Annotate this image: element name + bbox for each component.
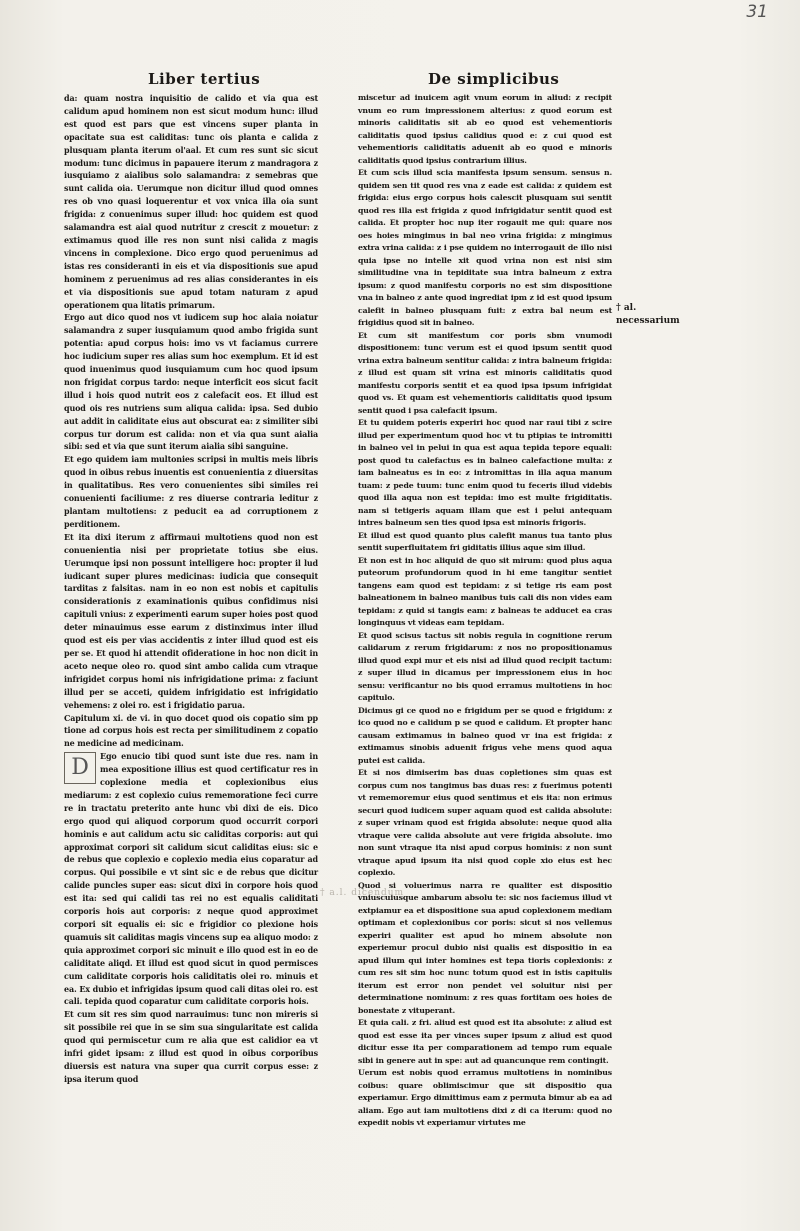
running-head-left: Liber tertius: [148, 70, 261, 88]
paragraph: Et non est in hoc aliquid de quo sit mirum: quod plus aqua puteorum profundorum quod in hi eme tangitur sentiet tangens eam quod est tepidam: z si tetige ris eam post balneationem in balneo manibus tuis cali dis non vides eam tepidam: z quid si tangis eam: z balneas te adducet ea cras longinquus vt videas eam tepidam.: [358, 555, 612, 627]
paragraph: Quod si voluerimus narra re qualiter est dispositio vniuscuiusque ambarum absolu te: sic nos faciemus illud vt extpiamur ea et dispositione sua apud coplexionem mediam optimam et coplexionibus cor poris: sicut si nos vellemus experiri qualiter est apud ho minem absolute non experiemur procul dubio nisi qualis est dispositio in ea apud illum qui inter homines est tepa tioris coplexionis: z cum res sit sim hoc nunc totum quod est in istis capitulis iterum est error non pendet vel soluitur nisi per determinatione nominum: z res quas fortitam oes hoies de bonestate z vituperant.: [358, 880, 612, 1015]
text-column-left: [64, 92, 318, 1086]
paragraph: Et cum sit manifestum cor poris sbm vnumodi dispositionem: tunc verum est ei quod ipsum sentit quod vrina extra balneum sentitur calida: z intra balneum frigida: z illud est quam sit vrina est minoris caliditatis quod manifestu corporis sentit et ea quod ipsa ipsum infrigidat quod vs. Et quam est vehementioris caliditatis quod ipsum sentit quod i psa calefacit ipsum.: [358, 330, 612, 415]
marginal-note: † al. necessarium: [616, 303, 680, 326]
chapter-heading: Capitulum xi. de vi. in quo docet quod ois copatio sim pp tione ad corpus hois est recta per similitudinem z copatio ne medicine ad medicinam.: [64, 712, 318, 749]
paragraph: Dicimus gi ce quod no e frigidum per se quod e frigidum: z ico quod no e calidum p se quod e calidum. Et propter hanc causam extimamus in balneo quod vr ina est frigida: z extimamus sinobis aduenit frigus vehe mens quod aqua putei est calida.: [358, 705, 612, 765]
initial-letter-box: D: [64, 752, 96, 784]
paragraph: Et si nos dimiserim bas duas copletiones sim quas est corpus cum nos tangimus bas duas res: z fuerimus potenti vt rememoremur eius quod sentimus et eis ita: non erimus securi quod iudicem super aquam quod est calida absolute: z super vrinam quod est frigida absolute: neque quod alia vtraque vere calida absolute aut vere frigida absolute. imo non sunt vtraque ita nisi apud corpus hominis: z non sunt vtraque apud ipsum ita nisi quod cople xio eius est hec coplexio.: [358, 768, 612, 877]
paragraph: miscetur ad inuicem agit vnum eorum in aliud: z recipit vnum eo rum impressionem alterius: z quod eorum est minoris caliditatis sit ab eo quod est vehementioris caliditatis quod ipsius calidius quod e: z cui quod est vehementioris caliditatis aduenit ab eo quod e minoris caliditatis quod ipsius contrarium illius.: [358, 93, 612, 165]
paragraph: Ergo aut dico quod nos vt iudicem sup hoc alaia noiatur salamandra z super iusquiamum quod ambo frigida sunt potentia: apud corpus hois: imo vs vt faciamus currere hoc iudicium super res alias sum hoc exemplum. Et id est quod inuenimus quod iusquiamum cum hoc quod ipsum non frigidat corpus tardo: neque interficit eos sicut facit illud i hois quod nutrit eos z calefacit eos. Et illud est quod ois res nutriens sum aliqua calida: ipsa. Sed dubio aut addit in caliditate eius aut obscurat ea: z similiter sibi corpus tur dorum est calida: non et via qua sunt aialia sibi: sed et via que sunt iterum aialia sibi sanguine.: [64, 312, 318, 452]
faint-marginal-note: † a.l. dicendum: [320, 888, 405, 898]
paragraph: da: quam nostra inquisitio de calido et via qua est calidum apud hominem non est sicut modum hunc: illud est quod est pars que est vincens super planta in opacitate sua est caliditas: tunc ois planta e calida z plusquam planta iterum ol'aal. Et cum res sunt sic sicut modum: tunc dicimus in papauere iterum z mandragora z iusquiamo z aialibus solo salamandra: z semebras que sunt calida oia. Uerumque non dicitur illud quod omnes res ob vno quasi loquerentur et vox vnica illa oia sunt frigida: z conuenimus super illud: hoc quidem est quod salamandra est aial quod nutritur z crescit z mouetur: z extimamus quod ille res non sunt nisi calida z magis vincens in complexione. Dico ergo quod peruenimus ad istas res consideranti in eis et via dispositionis sue apud hominem z peruenimus ad res alias considerantes in eis et via dispositionis sue apud totam naturam z apud operationem qua litatis primarum.: [64, 93, 318, 310]
paragraph: Et illud est quod quanto plus calefit manus tua tanto plus sentit superfluitatem fri giditatis illius aque sim illud.: [358, 530, 612, 552]
paragraph: Et quia cali. z fri. aliud est quod est ita absolute: z aliud est quod est esse ita per vinces super ipsum z aliud est quod dicitur esse ita per comparationem ad tempo rum equale sibi in genere aut in spe: aut ad quancunque rem contingit.: [358, 1018, 612, 1065]
paragraph: Et cum scis illud scia manifesta ipsum sensum. sensus n. quidem sen tit quod res vna z eade est calida: z quidem est frigida: eius ergo corpus hois calescit plusquam sui sentit quod res illa est frigida z quod infrigidatur sentit quod est calida. Et propter hoc nup iter rogauit me qui: quare nos oes hoies mingimus in bal neo vrina frigida: z mingimus extra vrina calida: z i pse quidem no interrogauit de illo nisi quia ipse no intelle xit quod vrina non est nisi sim similitudine vna in tepiditate sua intra balneum z extra ipsum: z quod manifestu corporis no est sim dispositione vna in balneo z ante quod ingrediat ipm z id est quod ipsum calefit in balneo plusquam fuit: z extra bal neum est frigidius quod sit in balneo.: [358, 168, 612, 327]
paragraph-with-initial: [64, 750, 318, 1008]
paragraph: Et quod scisus tactus sit nobis regula in cognitione rerum calidarum z rerum frigidarum: z nos no propositionamus illud quod expi mur et eis nisi ad illud quod recipit tactum: z super illud in dicamus per impressionem eius in hoc sensu: verificantur no bis quod erramus multotiens in hoc capitulo.: [358, 630, 612, 702]
folio-number: 31: [746, 2, 768, 22]
paragraph: Et tu quidem poteris experiri hoc quod nar raui tibi z scire illud per experimentum quod hoc vt tu ptipias te intromitti in balneo vel in pelui in qua est aqua tepida tepore equali: post quod tu calefactus es in balneo calefactione multa: z iam balneatus es in eo: z intromittas in illa aqua manum tuam: z pede tuum: tunc enim quod tu feceris illud videbis quod illa aqua non est tepida: imo est multe frigiditatis. nam si tetigeris aquam illam que est i pelui antequam intres balneum sen ties quod ipsa est minoris frigoris.: [358, 418, 612, 527]
running-head-right: De simplicibus: [428, 70, 560, 88]
paragraph: Et ego quidem iam multonies scripsi in multis meis libris quod in oibus rebus inuentis est conuenientia z diuersitas in qualitatibus. Res vero conuenientes sibi similes rei conuenienti faciliume: z res diuerse contraria leditur z plantam multotiens: z peducit ea ad corruptionem z perditionem.: [64, 454, 318, 529]
paragraph: Et cum sit res sim quod narrauimus: tunc non mireris si sit possibile rei que in se sim sua singularitate est calida quod qui permiscetur cum re alia que est calidior ea vt infri gidet ipsam: z illud est quod in oibus corporibus diuersis est natura vna super qua currit corpus esse: z ipsa iterum quod: [64, 1009, 318, 1084]
paragraph-text: Ego enucio tibi quod sunt iste due res. nam in mea expositione illius est quod certificatur res in coplexione media et coplexionibus eius mediarum: z est coplexio cuius rememoratione feci curre re in tractatu preterito ante hunc vbi dixi de eis. Dico ergo quod qui aliquod corporum quod occurrit corpori hominis e aut calidum actu sic caliditas corporis: aut qui approximat corpori sit calidum sicut caliditas eius: sic e de rebus que coplexio e coplexio media eius coparatur ad corpus. Qui possibile e vt sint sic e de rebus que dicitur calide puncles super eas: sicut dixi in corpore hois quod est ita: sed qui calidi tas rei no est equalis caliditati corporis hois aut corporis: z neque quod approximet corpori sit equalis ei: sic e frigidior co plexione hois quamuis sit caliditas magis vincens sup ea aliquo modo: z quia approximet corpori sic minuit e illo quod est in eo de caliditate aliqd. Et illud est quod sicut in quod permisces cum caliditate corporis hois caliditatis olei ro. minuis et ea. Ex dubio et infrigidas ipsum quod cali ditas olei ro. est cali. tepida quod coparatur cum caliditate corporis hois.: [64, 751, 318, 1007]
paragraph: Uerum est nobis quod erramus multotiens in nominibus coibus: quare oblimiscimur que sit dispositio qua experiamur. Ergo dimittimus eam z permuta bimur ab ea ad aliam. Ego aut iam multotiens dixi z di ca iterum: quod no expedit nobis vt experiamur virtutes me: [358, 1068, 612, 1127]
paragraph: Et ita dixi iterum z affirmaui multotiens quod non est conuenientia nisi per proprietate totius sbe eius. Uerumque ipsi non possunt intelligere hoc: propter il lud iudicant super plures medicinas: iudicia que consequit tarditas z falsitas. nam in eo non est nobis et capitulis considerationis z examinationis quibus confidimus nisi capituli vnius: z experimenti earum super hoies post quod deter minauimus esse earum z distinximus inter illud quod est eis per vias accidentis z inter illud quod est eis per se. Et quod hi attendit ofideratione in hoc non dicit in aceto neque oleo ro. quod sint ambo calida cum vtraque infrigidet corpus homi nis infrigidatione prima: z faciunt illud per se acceti, quidem infrigidatio est infrigidatio vehemens: z olei ro. est i frigidatio parua.: [64, 531, 318, 710]
text-column-right: [358, 92, 612, 1130]
